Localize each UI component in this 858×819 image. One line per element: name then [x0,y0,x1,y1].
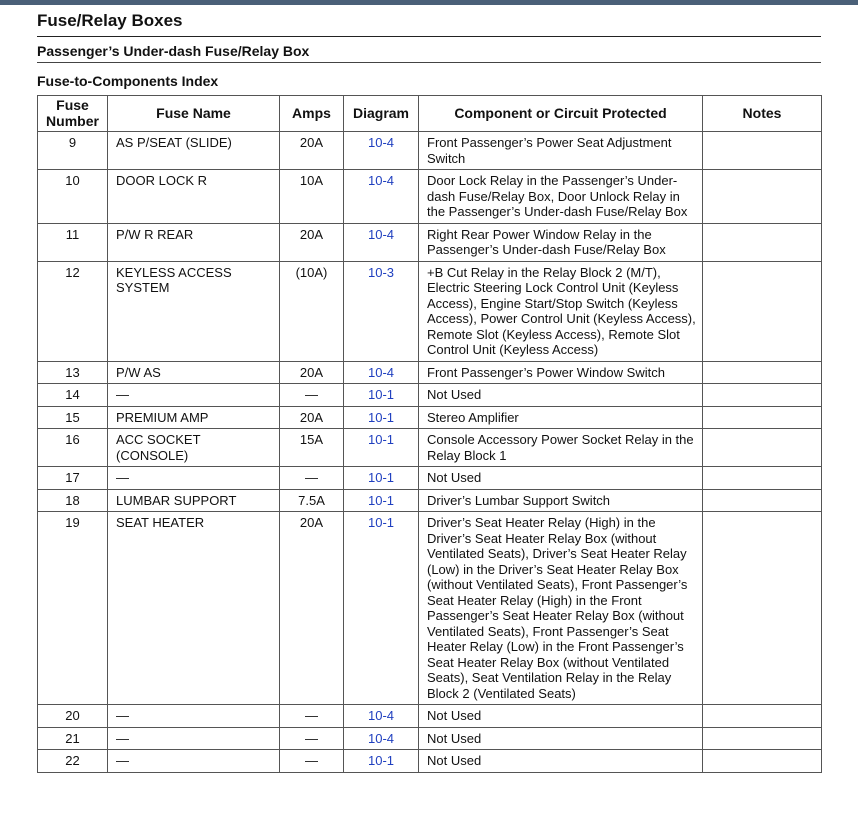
header-diagram: Diagram [344,96,419,132]
diagram-link-text[interactable]: 10-1 [367,492,395,508]
table-row [38,170,822,224]
diagram-link[interactable] [344,429,419,467]
header-amps: Amps [280,96,344,132]
component-cell: +B Cut Relay in the Relay Block 2 (M/T), Electric Steering Lock Control Unit (Keyless Access), Engine Start/Stop Switch (Keyless Access), Power Control Unit (Keyless Access), Remote Slot (Keyless Access), Remote Slot Control Unit (Keyless Access) [419,261,703,361]
notes-cell [703,705,822,728]
window-top-bar [0,0,858,5]
diagram-link[interactable] [344,361,419,384]
diagram-link-text[interactable]: 10-4 [367,708,395,723]
fuse-name-cell: AS P/SEAT (SLIDE) [108,132,280,170]
amps-cell: — [280,750,344,773]
notes-cell [703,384,822,407]
fuse-number-cell: 9 [38,132,108,170]
fuse-number-cell: 11 [38,223,108,261]
diagram-link[interactable] [344,132,419,170]
section-title: Passenger’s Under-dash Fuse/Relay Box [37,43,310,59]
fuse-number-cell: 21 [38,727,108,750]
fuse-number-cell: 13 [38,361,108,384]
table-row [38,705,822,728]
fuse-number-cell: 20 [38,705,108,728]
diagram-link[interactable] [344,261,419,361]
fuse-name-cell: — [108,705,280,728]
diagram-link-text[interactable]: 10-1 [367,409,395,425]
amps-cell: 7.5A [280,489,344,512]
fuse-name-cell: — [108,727,280,750]
diagram-link[interactable] [344,727,419,750]
component-cell: Stereo Amplifier [419,406,703,429]
notes-cell [703,489,822,512]
diagram-link-text[interactable]: 10-1 [367,387,395,402]
notes-cell [703,132,822,170]
table-row [38,429,822,467]
diagram-link[interactable] [344,170,419,224]
fuse-number-cell: 18 [38,489,108,512]
fuse-name-cell: — [108,384,280,407]
component-cell: Front Passenger’s Power Seat Adjustment Switch [419,132,703,170]
amps-cell: 20A [280,132,344,170]
amps-cell: 20A [280,406,344,429]
component-cell: Front Passenger’s Power Window Switch [419,361,703,384]
fuse-name-cell: SEAT HEATER [108,512,280,705]
diagram-link[interactable] [344,406,419,429]
fuse-number-cell: 19 [38,512,108,705]
section-divider [37,62,821,63]
header-notes: Notes [703,96,822,132]
table-row [38,467,822,490]
fuse-number-cell: 16 [38,429,108,467]
component-cell: Right Rear Power Window Relay in the Passenger’s Under-dash Fuse/Relay Box [419,223,703,261]
table-row [38,261,822,361]
table-header-row [38,96,822,132]
diagram-link[interactable] [344,512,419,705]
diagram-link[interactable] [344,223,419,261]
table-row [38,384,822,407]
fuse-name-cell: ACC SOCKET (CONSOLE) [108,429,280,467]
fuse-number-cell: 14 [38,384,108,407]
title-divider [37,36,821,37]
fuse-name-cell: — [108,750,280,773]
diagram-link-text[interactable]: 10-4 [367,135,395,150]
table-row [38,406,822,429]
amps-cell: 10A [280,170,344,224]
amps-cell: — [280,384,344,407]
component-cell: Not Used [419,750,703,773]
amps-cell: — [280,467,344,490]
table-row [38,750,822,773]
amps-cell: 20A [280,361,344,384]
notes-cell [703,361,822,384]
diagram-link-text[interactable]: 10-1 [367,753,395,768]
amps-cell: 20A [280,512,344,705]
component-cell: Door Lock Relay in the Passenger’s Under-dash Fuse/Relay Box, Door Unlock Relay in the Passenger’s Under-dash Fuse/Relay Box [419,170,703,224]
fuse-name-cell: KEYLESS ACCESS SYSTEM [108,261,280,361]
component-cell: Not Used [419,705,703,728]
notes-cell [703,406,822,429]
diagram-link-text[interactable]: 10-4 [367,730,395,746]
diagram-link-text[interactable]: 10-3 [367,264,395,280]
diagram-link[interactable] [344,489,419,512]
notes-cell [703,727,822,750]
notes-cell [703,750,822,773]
fuse-name-cell: P/W R REAR [108,223,280,261]
subsection-title: Fuse-to-Components Index [37,73,219,89]
fuse-number-cell: 17 [38,467,108,490]
amps-cell: — [280,727,344,750]
header-fuse-number: Fuse Number [38,96,108,132]
component-cell: Not Used [419,384,703,407]
table-row [38,223,822,261]
diagram-link[interactable] [344,467,419,490]
fuse-name-cell: P/W AS [108,361,280,384]
diagram-link-text[interactable]: 10-1 [367,470,395,485]
diagram-link-text[interactable]: 10-4 [367,364,395,380]
fuse-index-table [37,95,822,773]
component-cell: Console Accessory Power Socket Relay in the Relay Block 1 [419,429,703,467]
fuse-name-cell: — [108,467,280,490]
notes-cell [703,170,822,224]
table-row [38,132,822,170]
amps-cell: 15A [280,429,344,467]
header-fuse-name: Fuse Name [108,96,280,132]
fuse-name-cell: LUMBAR SUPPORT [108,489,280,512]
document-page [37,11,821,773]
header-component: Component or Circuit Protected [419,96,703,132]
amps-cell: — [280,705,344,728]
diagram-link-text[interactable]: 10-4 [367,226,395,242]
component-cell: Not Used [419,727,703,750]
fuse-name-cell: DOOR LOCK R [108,170,280,224]
notes-cell [703,223,822,261]
component-cell: Not Used [419,467,703,490]
notes-cell [703,429,822,467]
table-row [38,489,822,512]
component-cell: Driver’s Seat Heater Relay (High) in the Driver’s Seat Heater Relay Box (without Ventilated Seats), Driver’s Seat Heater Relay (Low) in the Driver’s Seat Heater Relay Box (without Ventilated Seats), Front Passenger’s Seat Heater Relay (High) in the Front Passenger’s Seat Heater Relay Box (without Ventilated Seats), Front Passenger’s Seat Heater Relay (Low) in the Front Passenger’s Seat Heater Relay Box (without Ventilated Seats), Seat Ventilation Relay in the Relay Block 2 (Ventilated Seats) [419,512,703,705]
fuse-number-cell: 12 [38,261,108,361]
diagram-link-text[interactable]: 10-4 [367,173,395,188]
notes-cell [703,261,822,361]
table-row [38,512,822,705]
fuse-number-cell: 22 [38,750,108,773]
fuse-number-cell: 10 [38,170,108,224]
fuse-number-cell: 15 [38,406,108,429]
diagram-link-text[interactable]: 10-1 [367,432,395,447]
amps-cell: 20A [280,223,344,261]
table-row [38,361,822,384]
fuse-name-cell: PREMIUM AMP [108,406,280,429]
notes-cell [703,512,822,705]
component-cell: Driver’s Lumbar Support Switch [419,489,703,512]
diagram-link-text[interactable]: 10-1 [367,515,395,530]
table-row [38,727,822,750]
diagram-link[interactable] [344,750,419,773]
diagram-link[interactable] [344,705,419,728]
page-title: Fuse/Relay Boxes [37,11,183,30]
notes-cell [703,467,822,490]
diagram-link[interactable] [344,384,419,407]
amps-cell: (10A) [280,261,344,361]
